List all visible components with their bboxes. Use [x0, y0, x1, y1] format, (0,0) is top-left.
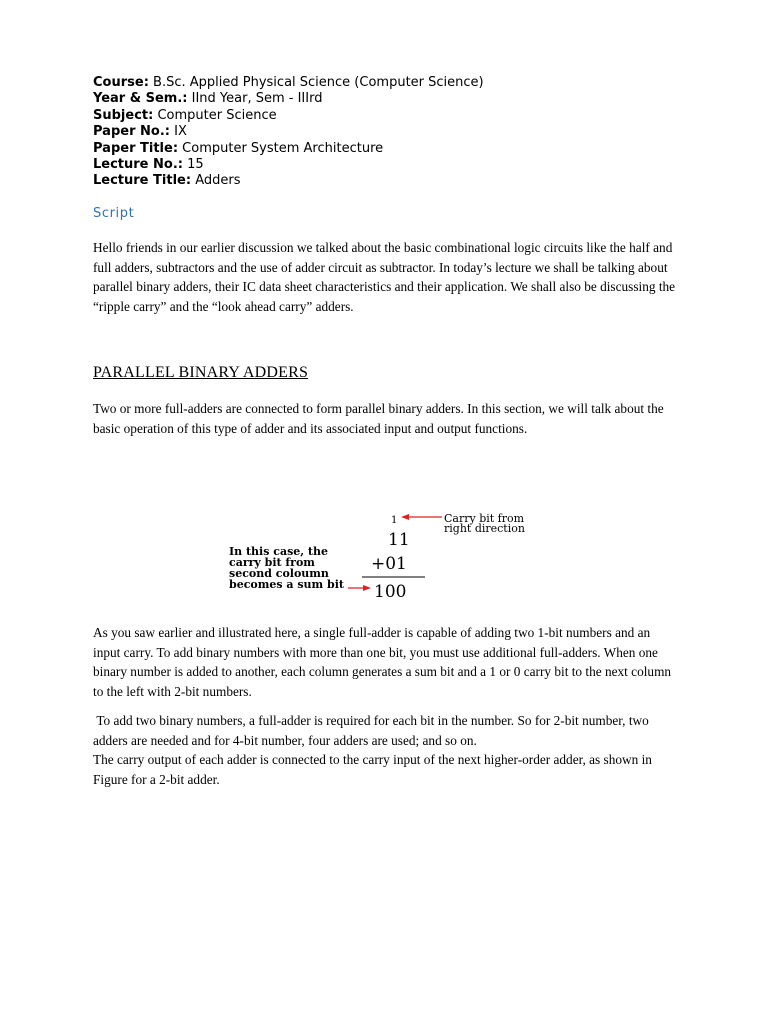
carry-note-line-2: right direction	[444, 522, 525, 535]
paper-no-row	[93, 124, 484, 140]
paper-no-value: IX	[174, 124, 187, 140]
script-link[interactable]: Script	[93, 206, 135, 221]
course-value: B.Sc. Applied Physical Science (Computer Science)	[153, 75, 484, 90]
carry-digit: 1	[391, 515, 398, 526]
sum-result: 100	[374, 582, 407, 602]
lecture-metadata	[93, 75, 484, 190]
carry-connection-block	[93, 711, 678, 789]
left-note-line-1: In this case, the	[229, 545, 329, 558]
operand-2: +01	[371, 554, 407, 574]
binary-addition-figure	[225, 505, 555, 605]
lecture-no-row	[93, 157, 484, 173]
year-label: Year & Sem.:	[93, 91, 188, 107]
adder-count-paragraph: To add two binary numbers, a full-adder is required for each bit in the number. So for 2-bit number, two adders are needed and for 4-bit number, four adders are used; and so on.	[93, 713, 653, 748]
lecture-title-row	[93, 173, 484, 189]
paper-no-label: Paper No.:	[93, 124, 170, 140]
subject-label: Subject:	[93, 107, 154, 123]
year-value: IInd Year, Sem - IIIrd	[191, 91, 323, 107]
lecture-no-label: Lecture No.:	[93, 157, 183, 173]
carry-output-paragraph: The carry output of each adder is connected to the carry input of the next higher-order adder, as shown in Figure for a 2-bit adder.	[93, 752, 652, 787]
parallel-adders-paragraph: Two or more full-adders are connected to form parallel binary adders. In this section, we will talk about the basic operation of this type of adder and its associated input and output functions.	[93, 401, 664, 436]
lecture-no-value: 15	[187, 157, 204, 173]
lecture-title-value: Adders	[195, 173, 241, 189]
course-row	[93, 75, 484, 91]
course-label: Course:	[93, 75, 149, 90]
sum-arrow-head	[363, 585, 371, 591]
intro-paragraph: Hello friends in our earlier discussion we talked about the basic combinational logic circuits like the half and full adders, subtractors and the use of adder circuit as subtractor. In today’s lecture we shall be talking about parallel binary adders, their IC data sheet characteristics and their application. We shall also be discussing the “ripple carry” and the “look ahead carry” adders.	[93, 240, 676, 314]
year-row	[93, 91, 484, 107]
carry-arrow-head	[401, 514, 409, 520]
operand-1: 11	[388, 530, 410, 550]
lecture-title-label: Lecture Title:	[93, 173, 192, 189]
full-adder-paragraph: As you saw earlier and illustrated here, a single full-adder is capable of adding two 1-bit numbers and an input carry. To add binary numbers with more than one bit, you must use additional full-adders. When one binary number is added to another, each column generates a sum bit and a 1 or 0 carry bit to the next column to the left with 2-bit numbers.	[93, 625, 672, 699]
subject-row	[93, 108, 484, 124]
paper-title-value: Computer System Architecture	[182, 140, 384, 156]
section-heading: PARALLEL BINARY ADDERS	[93, 364, 309, 381]
left-note-line-2: carry bit from	[229, 556, 315, 569]
paper-title-row	[93, 141, 484, 157]
left-note-line-3: second coloumn	[229, 567, 329, 580]
carry-note-line-1: Carry bit from	[444, 512, 525, 525]
left-note-line-4: becomes a sum bit	[229, 578, 344, 591]
subject-value: Computer Science	[157, 107, 277, 123]
paper-title-label: Paper Title:	[93, 140, 179, 156]
